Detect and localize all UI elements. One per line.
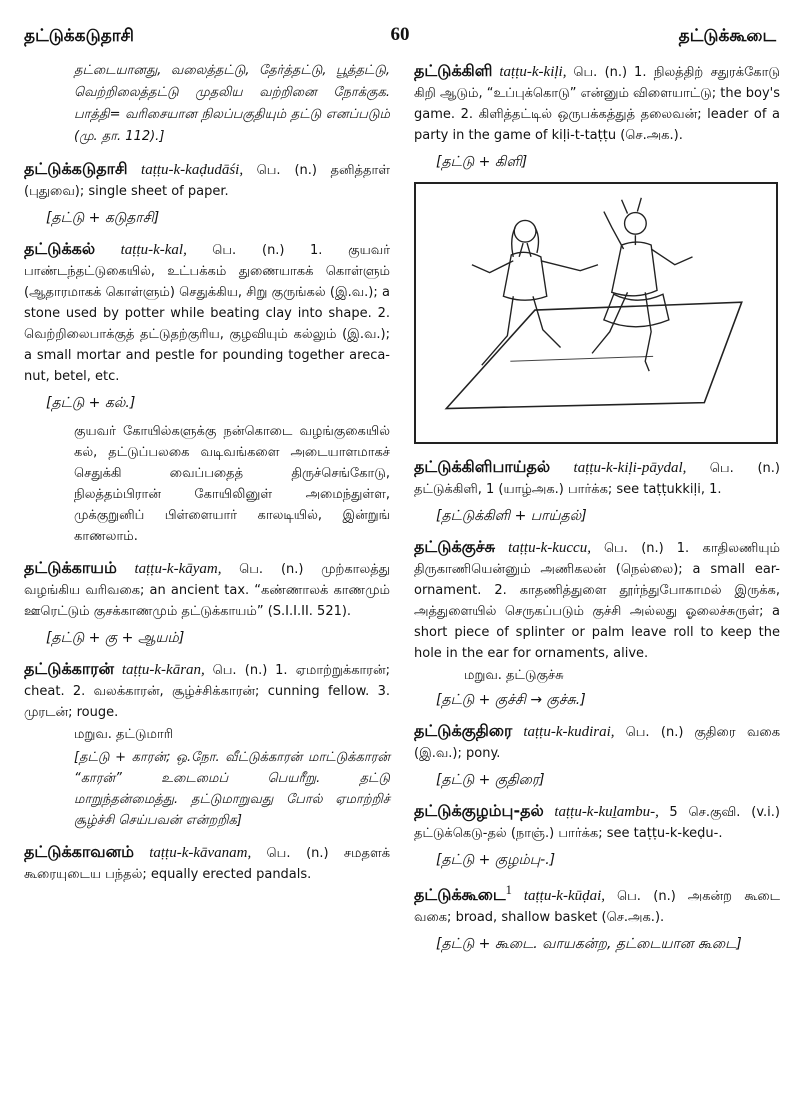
entry-text — [24, 841, 390, 885]
part-of-speech: பெ. (n.) — [239, 562, 304, 577]
entry-kulambu — [414, 800, 780, 870]
etymology: [தட்டு + குதிரை] — [436, 772, 545, 788]
variant: மறுவ. தட்டுமாரி — [74, 727, 174, 742]
headword: தட்டுக்காவனம் — [24, 842, 134, 861]
entry-text — [24, 158, 390, 202]
transliteration: taṭṭu-k-kudirai, — [523, 724, 615, 740]
transliteration: taṭṭu-k-kāran, — [121, 662, 205, 678]
definition: தனித்தாள் (புதுவை); single sheet of paper. — [24, 163, 391, 199]
part-of-speech: 5 செ.குவி. (v.i.) — [669, 805, 781, 820]
transliteration: taṭṭu-k-kūḍai, — [523, 888, 606, 904]
part-of-speech: பெ. (n.) — [212, 663, 268, 678]
headword: தட்டுக்கடுதாசி — [24, 159, 128, 178]
entry-text — [414, 800, 780, 844]
entry-text — [414, 456, 780, 500]
transliteration: taṭṭu-k-kiḷi, — [499, 64, 567, 80]
part-of-speech: பெ. (n.) — [617, 889, 676, 904]
entry-karan — [24, 658, 390, 831]
definition: தட்டுக்கிளி, 1 (யாழ்அக.) பார்க்க; see taṭṭukkiḷi, 1. — [414, 482, 722, 497]
etymology: [தட்டுக்கிளி + பாய்தல்] — [436, 508, 587, 524]
entry-kilipaydal — [414, 456, 780, 526]
right-column — [414, 60, 780, 964]
etymology: [தட்டு + குழம்பு-.] — [436, 852, 556, 868]
transliteration: taṭṭu-k-kaḍudāśi, — [141, 162, 244, 178]
headword: தட்டுக்குச்சு — [414, 537, 496, 556]
superscript: 1 — [505, 883, 512, 897]
part-of-speech: பெ. (n.) — [266, 846, 329, 861]
headword: தட்டுக்காரன் — [24, 659, 115, 678]
entry-text — [24, 238, 390, 387]
part-of-speech: பெ. (n.) — [625, 725, 684, 740]
definition: 1. ஏமாற்றுக்காரன்; cheat. 2. வலக்காரன், சூழ்ச்சிக்காரன்; cunning fellow. 3. முரடன்; rouge. — [24, 663, 390, 720]
entry-text — [414, 536, 780, 664]
entry-kayam — [24, 557, 390, 648]
left-column — [24, 60, 390, 895]
etymology: [தட்டு + குச்சி → குச்சு.] — [436, 692, 586, 708]
explanatory-note: [தட்டு + காரன்; ஒ.நோ. வீட்டுக்காரன் மாட்டுக்காரன் “காரன்” உடைமைப் பெயரீறு. தட்டு மாறுந்தன்மைத்து. தட்டுமாறுவது போல் ஏமாற்றிச் சூழ்ச்சி செய்பவன் என்றறிக] — [74, 750, 390, 828]
entry-text — [24, 658, 390, 723]
entry-kudai — [414, 880, 780, 954]
definition: 1. குயவர் பாண்டந்தட்டுகையில், உட்பக்கம் துணையாகக் கொள்ளும் (ஆதாரமாகக் கொள்ளும்) செதுக்கிய, சிறு குருங்கல் (இ.வ.); a stone used by potter while beating clay into shape. 2. வெற்றிலைபாக்குத் தட்டுதற்குரிய, குழவியும் கல்லும் (இ.வ.); a small mortar and pestle for pounding together areca-nut, betel, etc. — [24, 243, 390, 384]
part-of-speech: பெ. (n.) — [256, 163, 317, 178]
entry-text — [414, 880, 780, 928]
etymology: [தட்டு + கல்.] — [46, 395, 136, 411]
headword: தட்டுக்கிளி — [414, 61, 493, 80]
etymology: [தட்டு + கு + ஆயம்] — [46, 630, 185, 646]
entry-kavanam — [24, 841, 390, 885]
variant: மறுவ. தட்டுகுச்சு — [464, 668, 564, 683]
entry-kal — [24, 238, 390, 547]
part-of-speech: பெ. (n.) — [709, 461, 780, 476]
running-head-right: தட்டுக்கூடை — [678, 26, 776, 46]
headword: தட்டுக்காயம் — [24, 558, 117, 577]
headword: தட்டுக்கூடை — [414, 885, 506, 904]
part-of-speech: பெ. (n.) — [573, 65, 628, 80]
definition: 1. நிலத்திற் சதுரக்கோடு கிறி ஆடும், “உப்புக்கொடு” என்னும் விளையாட்டு; the boy's game. 2. கிளித்தட்டில் ஒருபக்கத்துத் தலைவன்; leader of a party in the game of kiḷi-t-taṭṭu (செ.அக.). — [414, 65, 781, 143]
etymology: [தட்டு + கடுதாசி] — [46, 210, 160, 226]
transliteration: taṭṭu-k-kal, — [120, 242, 187, 258]
transliteration: taṭṭu-k-kiḷi-pāydal, — [573, 460, 687, 476]
transliteration: taṭṭu-k-kuccu, — [508, 540, 591, 556]
transliteration: taṭṭu-k-kuḻambu-, — [554, 804, 659, 820]
definition: சமதளக் கூரையுடைய பந்தல்; equally erected pandals. — [24, 846, 391, 882]
illustration-girls-playing — [414, 182, 778, 444]
entry-text — [24, 557, 390, 622]
transliteration: taṭṭu-k-kāyam, — [134, 561, 222, 577]
illustration-drawing — [416, 184, 776, 442]
entry-text — [414, 60, 780, 146]
headword: தட்டுக்கிளிபாய்தல் — [414, 457, 551, 476]
part-of-speech: பெ. (n.) — [212, 243, 285, 258]
page-header — [0, 22, 800, 52]
definition: குதிரை வகை (இ.வ.); pony. — [414, 725, 781, 761]
etymology: [தட்டு + கிளி] — [436, 154, 528, 170]
headword: தட்டுக்கல் — [24, 239, 96, 258]
running-head-left: தட்டுக்கடுதாசி — [24, 26, 134, 46]
headword: தட்டுக்குழம்பு-தல் — [414, 801, 544, 820]
transliteration: taṭṭu-k-kāvanam, — [149, 845, 252, 861]
definition: 1. காதிலணியும் திருகாணியென்னும் அணிகலன் (நெல்லை); a small ear-ornament. 2. காதணித்துளை தூர்ந்துபோகாமல் இருக்க, அத்துளையில் செருகப்படும் குச்சி அல்லது ஓலைச்சுருள்; a short piece of splinter or palm leave roll to keep the hole in the ear for ornaments, alive. — [414, 541, 780, 661]
part-of-speech: பெ. (n.) — [603, 541, 664, 556]
continued-note: தட்டையானது, வலைத்தட்டு, தேர்த்தட்டு, பூத்தட்டு, வெற்றிலைத்தட்டு முதலிய வற்றினை நோக்குக. பாத்தி= வரிசையான நிலப்பகுதியும் தட்டு எனப்படும் (மு. தா. 112).] — [74, 63, 390, 144]
page-number: 60 — [390, 24, 410, 45]
definition: தட்டுக்கெடு-தல் (நாஞ்.) பார்க்க; see taṭṭu-k-keḍu-. — [414, 826, 723, 841]
entry-kadudasi — [24, 158, 390, 228]
entry-kili — [414, 60, 780, 172]
entry-kuccu — [414, 536, 780, 710]
entry-kudirai — [414, 720, 780, 790]
etymology: [தட்டு + கூடை. வாயகன்ற, தட்டையான கூடை] — [436, 936, 742, 952]
definition: முற்காலத்து வழங்கிய வரிவகை; an ancient tax. “கண்ணாலக் காணமும் ஊரெட்டும் குசக்காணமும் தட்டுக்காயம்” (S.I.I.II. 521). — [24, 562, 390, 619]
explanatory-note: குயவர் கோயில்களுக்கு நன்கொடை வழங்குகையில் கல், தட்டுப்பலகை வடிவங்களை அடையாளமாகச் செதுக்கி வைப்பதைத் திருச்செங்கோடு, நிலத்தம்பிரான் கோயிலினுள் அமைந்துள்ள, முக்குறுனிப் பிள்ளையார் காலடியில், இன்றுங் காணலாம். — [74, 424, 390, 544]
definition: அகன்ற கூடை வகை; broad, shallow basket (செ.அக.). — [414, 889, 781, 925]
headword: தட்டுக்குதிரை — [414, 721, 513, 740]
entry-text — [414, 720, 780, 764]
